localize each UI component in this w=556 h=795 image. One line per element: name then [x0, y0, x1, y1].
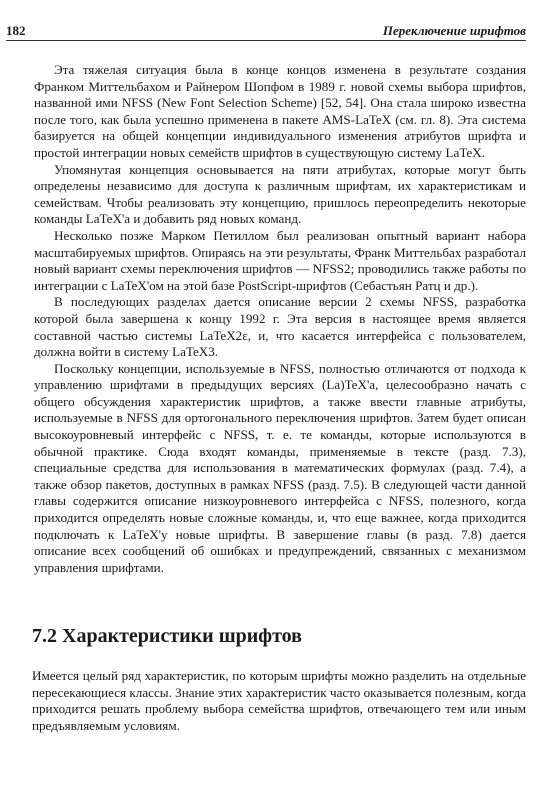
- page-header: [6, 20, 526, 41]
- running-title: Переключение шрифтов: [382, 23, 526, 38]
- page-number: 182: [6, 23, 26, 38]
- paragraph-3: Несколько позже Марком Петиллом был реализован опытный вариант набора масштабируемых шрифтов. Опираясь на эти результаты, Франк Миттельбах разработал новый вариант схемы переключения шрифтов — NFSS2; проводились также работы по интеграции с LaTeX'ом на этой базе PostScript-шрифтов (Себастьян Ратц и др.).: [34, 227, 526, 293]
- section-paragraph: Имеется целый ряд характеристик, по которым шрифты можно разделить на отдельные пересекающиеся классы. Знание этих характеристик часто оказывается полезным, когда приходится решать проблему выбора семейства шрифтов, отвечающего тем или иным предъявляемым условиям.: [32, 668, 526, 733]
- body-text: [34, 62, 526, 576]
- section-heading: 7.2 Характеристики шрифтов: [32, 625, 302, 647]
- paragraph-4: В последующих разделах дается описание версии 2 схемы NFSS, разработка которой была завершена к концу 1992 г. Эта версия в настоящее время является составной частью системы LaTeX2ε, и, что касается интерфейса с пользователем, должна войти в систему LaTeX3.: [34, 294, 526, 360]
- paragraph-1: Эта тяжелая ситуация была в конце концов изменена в результате создания Франком Миттельбахом и Райнером Шопфом в 1989 г. новой схемы выбора шрифтов, названной ими NFSS (New Font Selection Scheme) [52, 54]. Она стала широко известна после того, как была успешно применена в пакете AMS-LaTeX (см. гл. 8). Эта система базируется на общей концепции индивидуального изменения атрибутов шрифта и простой интеграции новых семейств шрифтов в существующую систему LaTeX.: [34, 62, 526, 160]
- section-body: [32, 668, 526, 734]
- paragraph-2: Упомянутая концепция основывается на пяти атрибутах, которые могут быть определены независимо для доступа к различным шрифтам, их характеристикам и семействам. Чтобы реализовать эту концепцию, пришлось переопределить некоторые команды LaTeX'а и добавить ряд новых команд.: [34, 161, 526, 227]
- paragraph-5: Поскольку концепции, используемые в NFSS, полностью отличаются от подхода к управлению шрифтами в предыдущих версиях (La)TeX'а, целесообразно начать с общего обсуждения характеристик шрифтов, а также ввести главные атрибуты, используемые в NFSS для ортогонального переключения шрифтов. Затем будет описан высокоуровневый интерфейс с NFSS, т. е. те команды, которые используются в обычной практике. Сюда входят команды, применяемые в тексте (разд. 7.3), специальные средства для использования в математических формулах (разд. 7.4), а также обзор пакетов, доступных в рамках NFSS (разд. 7.5). В следующей части данной главы содержится описание низкоуровневого интерфейса с NFSS, полезного, когда приходится определять новые сложные команды, и, что еще важнее, когда приходится подключать к LaTeX'у новые шрифты. В завершение главы (в разд. 7.8) дается описание всех сообщений об ошибках и предупреждений, связанных с механизмом управления шрифтами.: [34, 360, 526, 575]
